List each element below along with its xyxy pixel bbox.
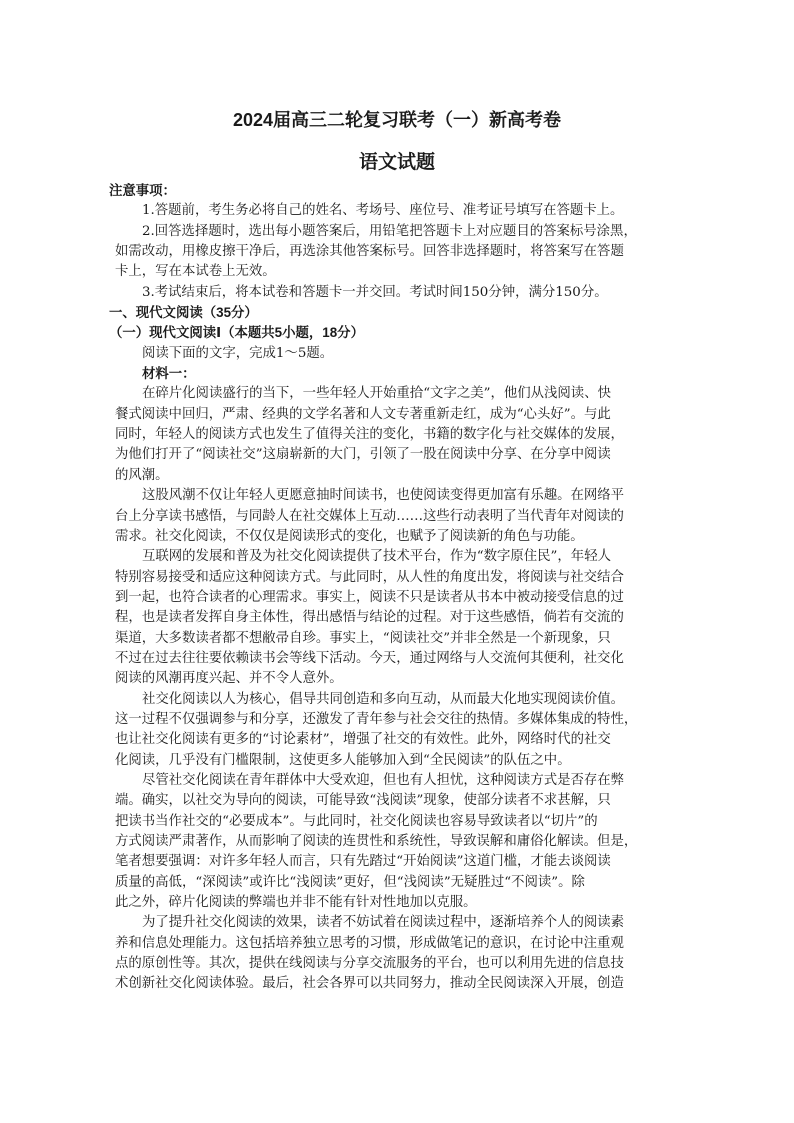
section-subheading: （一）现代文阅读Ⅰ（本题共5小题，18分） [109,325,364,341]
passage-line: 质量的高低，“深阅读”或许比“浅阅读”更好，但“浅阅读”无疑胜过“不阅读”。除 [115,874,585,890]
passage-line: 互联网的发展和普及为社交化阅读提供了技术平台，作为“数字原住民”，年轻人 [142,549,611,565]
subject-title: 语文试题 [358,152,435,173]
passage-line: 阅读的风潮再度兴起、并不令人意外。 [115,671,343,687]
passage-line: 程，也是读者发挥自身主体性，得出感悟与结论的过程。对于这些感悟，倘若有交流的 [115,610,624,626]
reading-instruction: 阅读下面的文字，完成1～5题。 [142,345,334,361]
exam-body [109,181,684,995]
passage-line: 尽管社交化阅读在青年群体中大受欢迎，但也有人担忧，这种阅读方式是否存在弊 [142,772,625,788]
passage-line: 这股风潮不仅让年轻人更愿意抽时间读书，也使阅读变得更加富有乐趣。在网络平 [142,488,625,504]
passage-line: 同时，年轻人的阅读方式也发生了值得关注的变化，书籍的数字化与社交媒体的发展， [115,427,624,443]
passage-line: 端。确实，以社交为导向的阅读，可能导致“浅阅读”现象，使部分读者不求甚解，只 [115,793,611,809]
passage-line: 特别容易接受和适应这种阅读方式。与此同时，从人性的角度出发，将阅读与社交结合 [115,569,624,585]
passage-line: 需求。社交化阅读，不仅仅是阅读形式的变化，也赋予了阅读新的角色与功能。 [115,528,584,544]
passage-line: 也让社交化阅读有更多的“讨论素材”，增强了社交的有效性。此外，网络时代的社交 [115,732,611,748]
passage-line: 的风潮。 [115,467,169,483]
passage-line: 在碎片化阅读盛行的当下，一些年轻人开始重拾“文字之美”，他们从浅阅读、快 [142,386,611,402]
notice-item: 2.回答选择题时，选出每小题答案后，用铅笔把答题卡上对应题目的答案标号涂黑， [142,223,637,239]
passage-line: 把读书当作社交的“必要成本”。与此同时，社交化阅读也容易导致读者以“切片”的 [115,813,598,829]
passage-line: 渠道，大多数读者都不想敝帚自珍。事实上，“阅读社交”并非全然是一个新现象，只 [115,630,611,646]
notice-item: 1.答题前，考生务必将自己的姓名、考场号、座位号、准考证号填写在答题卡上。 [142,203,624,219]
exam-title: 2024届高三二轮复习联考（一）新高考卷 [232,110,562,130]
material-label: 材料一： [142,366,196,382]
notice-heading: 注意事项： [109,183,176,198]
passage-line: 笔者想要强调：对许多年轻人而言，只有先踏过“开始阅读”这道门槛，才能去谈阅读 [115,854,611,870]
passage-line: 为他们打开了“阅读社交”这扇崭新的大门，引领了一股在阅读中分享、在分享中阅读 [115,447,611,463]
passage-line: 点的原创性等。其次，提供在线阅读与分享交流服务的平台，也可以利用先进的信息技 [115,956,624,972]
passage-line: 餐式阅读中回归，严肃、经典的文学名著和人文专著重新走红，成为“心头好”。与此 [115,406,611,422]
passage-line: 化阅读，几乎没有门槛限制，这使更多人能够加入到“全民阅读”的队伍之中。 [115,752,571,768]
notice-item: 如需改动，用橡皮擦干净后，再选涂其他答案标号。回答非选择题时，将答案写在答题 [115,244,624,260]
passage-line: 此之外，碎片化阅读的弊端也并非不能有针对性地加以克服。 [115,895,477,911]
notice-item: 卡上，写在本试卷上无效。 [115,264,276,280]
passage-line: 到一起，也符合读者的心理需求。事实上，阅读不只是读者从书本中被动接受信息的过 [115,589,624,605]
passage-line: 这一过程不仅强调参与和分享，还激发了青年参与社会交往的热情。多媒体集成的特性， [115,711,638,727]
notice-item: 3.考试结束后，将本试卷和答题卡一并交回。考试时间150分钟，满分150分。 [142,284,608,300]
passage-line: 术创新社交化阅读体验。最后，社会各界可以共同努力，推动全民阅读深入开展，创造 [115,976,624,992]
passage-line: 为了提升社交化阅读的效果，读者不妨试着在阅读过程中，逐渐培养个人的阅读素 [142,915,625,931]
section-heading: 一、现代文阅读（35分） [109,305,258,321]
passage-line: 养和信息处理能力。这包括培养独立思考的习惯，形成做笔记的意识，在讨论中注重观 [115,935,624,951]
passage-line: 方式阅读严肃著作，从而影响了阅读的连贯性和系统性，导致误解和庸俗化解读。但是， [115,834,638,849]
passage-line: 不过在过去往往要依赖读书会等线下活动。今天，通过网络与人交流何其便利，社交化 [115,650,624,666]
passage-line: 社交化阅读以人为核心，倡导共同创造和多向互动，从而最大化地实现阅读价值。 [142,691,625,707]
passage-line: 台上分享读书感悟，与同龄人在社交媒体上互动……这些行动表明了当代青年对阅读的 [115,508,624,524]
